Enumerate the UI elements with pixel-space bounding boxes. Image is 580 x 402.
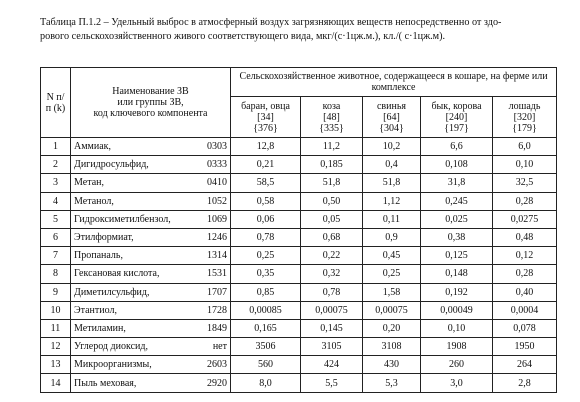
table-row — [41, 156, 557, 174]
emission-value: 0,45 — [363, 247, 421, 265]
pollutant-code: 0303 — [207, 141, 227, 153]
header-animal-2: свинья [64] {304} — [363, 97, 421, 138]
emission-value: 58,5 — [231, 174, 301, 192]
emission-value: 0,0275 — [493, 210, 557, 228]
row-number: 3 — [41, 174, 71, 192]
emission-value: 0,9 — [363, 228, 421, 246]
emission-value: 560 — [231, 356, 301, 374]
row-number: 6 — [41, 228, 71, 246]
pollutant-name-cell — [71, 356, 231, 374]
pollutant-code: 1707 — [207, 286, 227, 298]
emission-value: 6,0 — [493, 138, 557, 156]
pollutant-name: Аммиак, — [74, 141, 112, 153]
header-name-col: Наименование ЗВ или группы ЗВ, код ключевого компонента — [71, 68, 231, 138]
emission-value: 0,00075 — [301, 301, 363, 319]
emission-value: 0,12 — [493, 247, 557, 265]
pollutant-code: 1052 — [207, 195, 227, 207]
table-row — [41, 301, 557, 319]
pollutant-code: 1246 — [207, 232, 227, 244]
header-animal-1: коза [48] {335} — [301, 97, 363, 138]
pollutant-name: Углерод диоксид, — [74, 341, 148, 353]
table-caption — [40, 16, 560, 44]
emission-value: 5,5 — [301, 374, 363, 392]
emission-value: 5,3 — [363, 374, 421, 392]
pollutant-name: Гидроксиметилбензол, — [74, 213, 171, 225]
emission-value: 1950 — [493, 338, 557, 356]
caption-line-1: Таблица П.1.2 – Удельный выброс в атмосферный воздух загрязняющих веществ непосредственно от здо- — [40, 17, 502, 28]
pollutant-code: 1728 — [207, 304, 227, 316]
pollutant-name: Этилформиат, — [74, 232, 134, 244]
emission-value: 0,11 — [363, 210, 421, 228]
pollutant-name: Пропаналь, — [74, 250, 123, 262]
emission-value: 51,8 — [363, 174, 421, 192]
header-animal-0: баран, овца [34] {376} — [231, 97, 301, 138]
pollutant-name-cell — [71, 192, 231, 210]
table-row — [41, 374, 557, 392]
pollutant-name-cell — [71, 374, 231, 392]
pollutant-name-cell — [71, 301, 231, 319]
table-row — [41, 319, 557, 337]
emission-value: 2,8 — [493, 374, 557, 392]
pollutant-name: Микроорганизмы, — [74, 359, 152, 371]
emission-value: 1908 — [421, 338, 493, 356]
emission-value: 430 — [363, 356, 421, 374]
row-number: 8 — [41, 265, 71, 283]
emission-value: 0,165 — [231, 319, 301, 337]
emission-value: 0,10 — [421, 319, 493, 337]
pollutant-name: Метан, — [74, 177, 104, 189]
row-number: 11 — [41, 319, 71, 337]
row-number: 4 — [41, 192, 71, 210]
emission-value: 0,78 — [231, 228, 301, 246]
emission-value: 3506 — [231, 338, 301, 356]
emission-value: 3,0 — [421, 374, 493, 392]
pollutant-code: 2603 — [207, 359, 227, 371]
emission-value: 0,108 — [421, 156, 493, 174]
emission-value: 0,145 — [301, 319, 363, 337]
emission-value: 32,5 — [493, 174, 557, 192]
header-num-col: N п/п (k) — [41, 68, 71, 138]
emission-value: 0,192 — [421, 283, 493, 301]
pollutant-name-cell — [71, 228, 231, 246]
emission-value: 0,32 — [301, 265, 363, 283]
row-number: 9 — [41, 283, 71, 301]
emission-value: 0,0004 — [493, 301, 557, 319]
table-row — [41, 265, 557, 283]
emission-value: 0,78 — [301, 283, 363, 301]
row-number: 1 — [41, 138, 71, 156]
emission-value: 0,48 — [493, 228, 557, 246]
pollutant-name-cell — [71, 338, 231, 356]
emission-value: 3105 — [301, 338, 363, 356]
pollutant-name-cell — [71, 174, 231, 192]
emission-value: 0,25 — [231, 247, 301, 265]
pollutant-name-cell — [71, 265, 231, 283]
emission-value: 0,28 — [493, 265, 557, 283]
row-number: 14 — [41, 374, 71, 392]
pollutant-code: нет — [212, 341, 227, 353]
emission-value: 0,22 — [301, 247, 363, 265]
pollutant-code: 0410 — [207, 177, 227, 189]
emission-value: 1,12 — [363, 192, 421, 210]
emission-value: 0,05 — [301, 210, 363, 228]
pollutant-code: 1849 — [207, 322, 227, 334]
header-animal-4: лошадь [320] {179} — [493, 97, 557, 138]
emission-value: 0,38 — [421, 228, 493, 246]
emission-value: 51,8 — [301, 174, 363, 192]
pollutant-name-cell — [71, 156, 231, 174]
header-animal-group: Сельскохозяйственное животное, содержащееся в кошаре, на ферме или комплексе — [231, 68, 557, 97]
table-row — [41, 338, 557, 356]
emission-value: 12,8 — [231, 138, 301, 156]
emission-value: 3108 — [363, 338, 421, 356]
pollutant-name: Метиламин, — [74, 322, 126, 334]
row-number: 5 — [41, 210, 71, 228]
emission-value: 0,25 — [363, 265, 421, 283]
row-number: 7 — [41, 247, 71, 265]
emission-value: 424 — [301, 356, 363, 374]
emission-value: 0,35 — [231, 265, 301, 283]
emission-value: 0,68 — [301, 228, 363, 246]
emission-value: 0,21 — [231, 156, 301, 174]
emission-value: 0,20 — [363, 319, 421, 337]
table-row — [41, 283, 557, 301]
pollutant-name-cell — [71, 210, 231, 228]
emission-value: 0,00085 — [231, 301, 301, 319]
row-number: 12 — [41, 338, 71, 356]
pollutant-code: 1531 — [207, 268, 227, 280]
row-number: 13 — [41, 356, 71, 374]
emission-value: 0,125 — [421, 247, 493, 265]
caption-line-2: рового сельскохозяйственного живого соответствующего вида, мкг/(с·1цж.м.), кл./( с·1цж.м). — [40, 31, 446, 42]
emission-value: 0,025 — [421, 210, 493, 228]
emission-value: 0,078 — [493, 319, 557, 337]
pollutant-name: Этантиол, — [74, 304, 117, 316]
emission-value: 0,185 — [301, 156, 363, 174]
emission-value: 0,85 — [231, 283, 301, 301]
row-number: 10 — [41, 301, 71, 319]
emission-value: 264 — [493, 356, 557, 374]
pollutant-name: Метанол, — [74, 195, 114, 207]
emission-value: 0,58 — [231, 192, 301, 210]
emission-value: 0,06 — [231, 210, 301, 228]
pollutant-code: 1069 — [207, 213, 227, 225]
emission-value: 6,6 — [421, 138, 493, 156]
row-number: 2 — [41, 156, 71, 174]
pollutant-name-cell — [71, 138, 231, 156]
pollutant-name-cell — [71, 283, 231, 301]
emission-value: 0,40 — [493, 283, 557, 301]
table-row — [41, 174, 557, 192]
table-row — [41, 210, 557, 228]
emission-value: 0,28 — [493, 192, 557, 210]
emission-value: 11,2 — [301, 138, 363, 156]
table-row — [41, 192, 557, 210]
emission-value: 0,50 — [301, 192, 363, 210]
emission-value: 0,4 — [363, 156, 421, 174]
pollutant-name: Дигидросульфид, — [74, 159, 149, 171]
pollutant-name: Гексановая кислота, — [74, 268, 160, 280]
pollutant-name-cell — [71, 247, 231, 265]
emissions-table — [40, 67, 557, 393]
pollutant-code: 2920 — [207, 377, 227, 389]
table-row — [41, 228, 557, 246]
table-row — [41, 247, 557, 265]
pollutant-code: 1314 — [207, 250, 227, 262]
table-row — [41, 138, 557, 156]
emission-value: 8,0 — [231, 374, 301, 392]
emission-value: 0,10 — [493, 156, 557, 174]
emission-value: 0,148 — [421, 265, 493, 283]
emission-value: 0,245 — [421, 192, 493, 210]
pollutant-name: Диметилсульфид, — [74, 286, 150, 298]
pollutant-code: 0333 — [207, 159, 227, 171]
pollutant-name: Пыль меховая, — [74, 377, 137, 389]
emission-value: 10,2 — [363, 138, 421, 156]
table-row — [41, 356, 557, 374]
emission-value: 0,00075 — [363, 301, 421, 319]
pollutant-name-cell — [71, 319, 231, 337]
emission-value: 31,8 — [421, 174, 493, 192]
emission-value: 1,58 — [363, 283, 421, 301]
emission-value: 260 — [421, 356, 493, 374]
emission-value: 0,00049 — [421, 301, 493, 319]
header-animal-3: бык, корова [240] {197} — [421, 97, 493, 138]
